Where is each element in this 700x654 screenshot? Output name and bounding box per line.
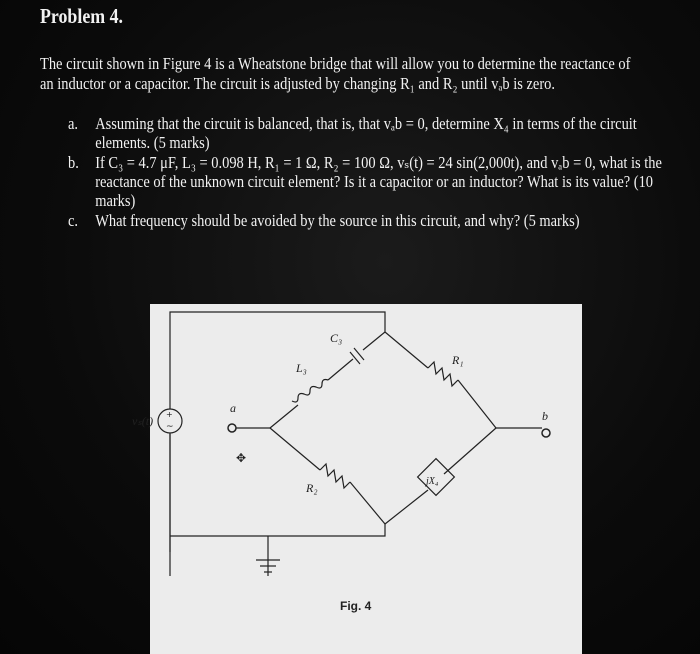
problem-parts (68, 114, 693, 231)
part-b-marker: b. (68, 153, 79, 172)
part-c (68, 211, 693, 230)
node-a-terminal (228, 424, 236, 432)
label-source: vₛ(t) (132, 414, 154, 428)
part-a-marker: a. (68, 114, 79, 133)
part-a-text: Assuming that the circuit is balanced, that is, that vₐb = 0, determine X₄ in terms of the circuit elements. (5 marks) (95, 114, 637, 152)
arm-top-left-2 (328, 359, 353, 380)
top-wire (170, 312, 385, 552)
circuit-figure (132, 304, 582, 654)
arm-bottom-right-1 (444, 428, 496, 474)
inductor-coil (292, 380, 328, 403)
arm-bottom-left-1 (270, 428, 320, 470)
part-c-text: What frequency should be avoided by the source in this circuit, and why? (5 marks) (95, 211, 580, 230)
arm-top-right-1 (385, 332, 428, 368)
label-unknown: jX₄ (426, 476, 439, 487)
label-node-b: b (542, 409, 548, 423)
arm-bottom-right-2 (385, 490, 428, 524)
label-r1: R₁ (452, 353, 464, 367)
problem-title: Problem 4. (40, 4, 123, 28)
wheatstone-bridge-diagram (132, 304, 582, 654)
figure-caption: Fig. 4 (340, 599, 372, 613)
r2-zigzag (320, 464, 350, 488)
source-sine-sign: ~ (166, 422, 174, 432)
source-plus-sign: + (166, 410, 173, 419)
ground-wire (170, 524, 385, 536)
part-c-marker: c. (68, 211, 79, 230)
part-b-text: If C₃ = 4.7 μF, L₃ = 0.098 H, R₁ = 1 Ω, R₂ = 100 Ω, vₛ(t) = 24 sin(2,000t), and vₐb = 0, what is the reactance of the unknown circuit element? Is it a capacitor or an inductor? What is its value? (10 marks) (95, 153, 662, 210)
arm-bottom-left-2 (350, 482, 385, 524)
cursor-icon: ✥ (236, 451, 247, 465)
arm-top-left-3 (270, 405, 298, 428)
label-node-a: a (230, 401, 236, 415)
label-inductor: L₃ (296, 361, 307, 375)
label-capacitor: C₃ (330, 331, 343, 345)
arm-top-left-1 (363, 332, 385, 350)
problem-intro: The circuit shown in Figure 4 is a Wheatstone bridge that will allow you to determine the reactance of an inductor or a capacitor. The circuit is adjusted by changing R₁ and R₂ until vₐb is zero. (40, 54, 631, 93)
node-b-terminal (542, 429, 550, 437)
label-r2: R₂ (306, 481, 318, 495)
part-a (68, 114, 693, 152)
arm-top-right-2 (458, 380, 496, 428)
part-b (68, 153, 693, 210)
